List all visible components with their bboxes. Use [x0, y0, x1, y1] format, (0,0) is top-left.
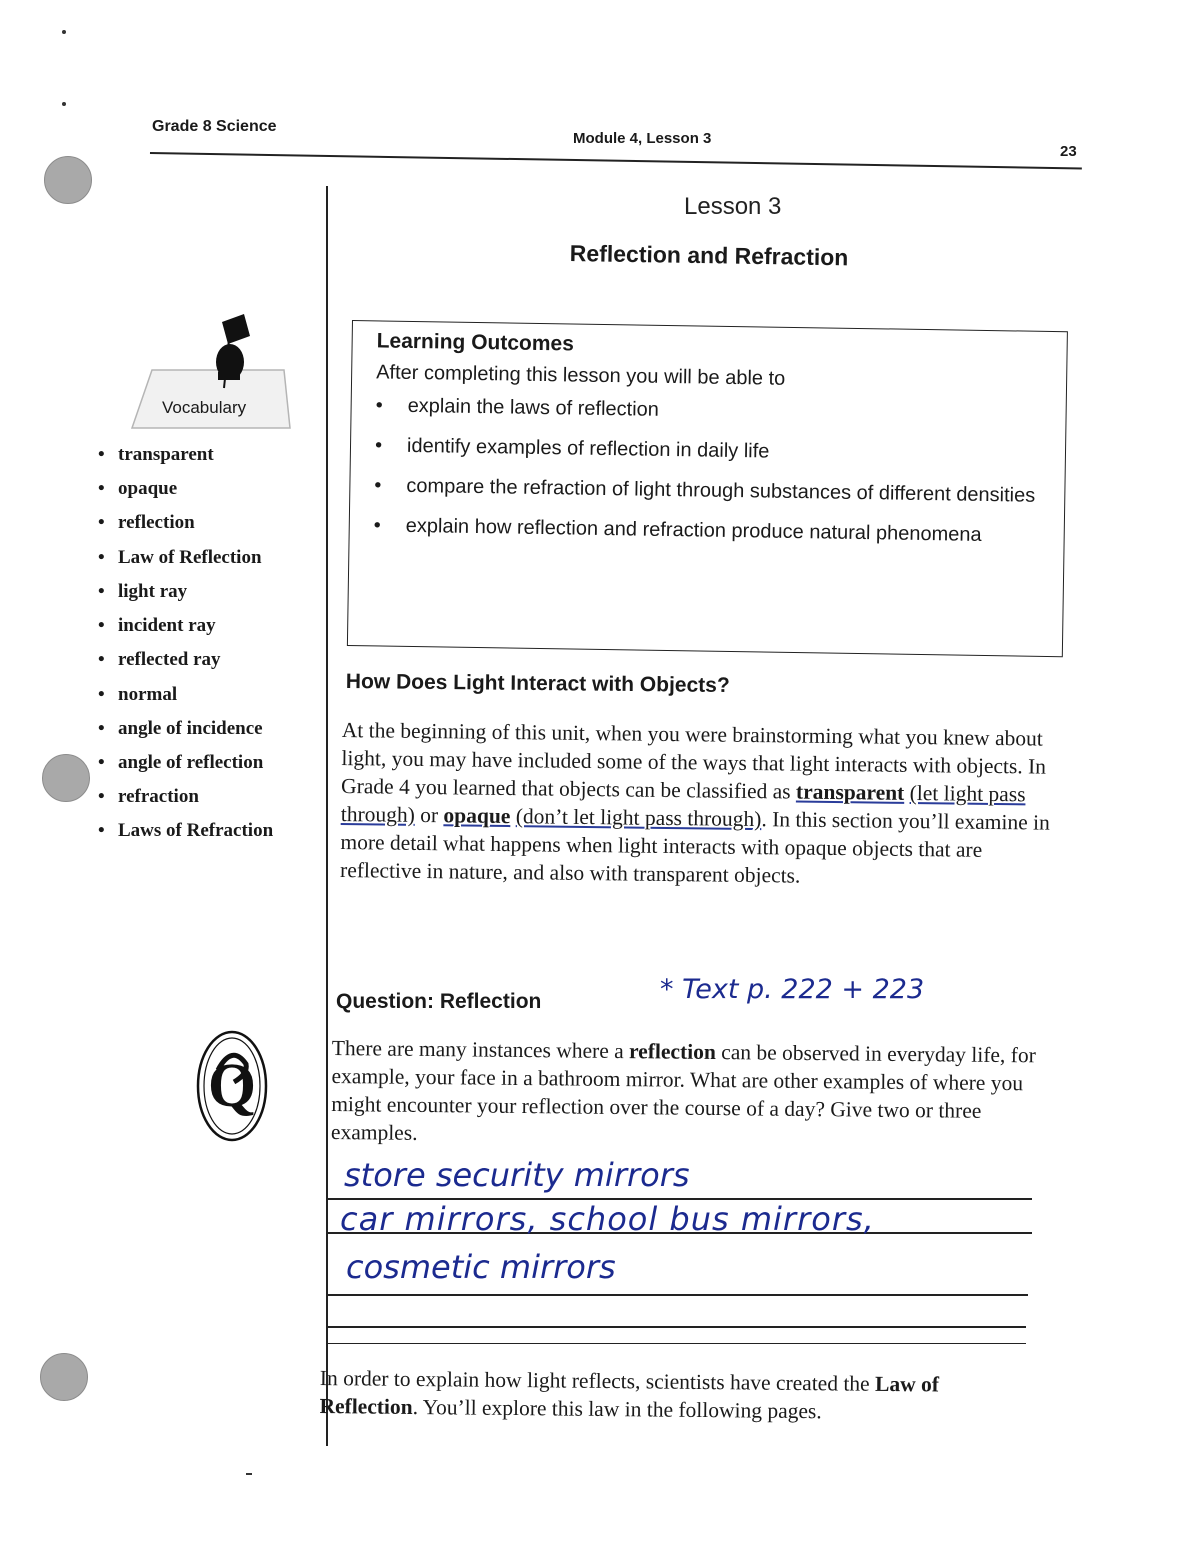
- lesson-number: Lesson 3: [684, 193, 782, 220]
- answer-line: [326, 1343, 1026, 1344]
- vocab-item: • Law of Reflection: [92, 545, 288, 571]
- outcomes-title: Learning Outcomes: [376, 329, 575, 356]
- paragraph-text: In order to explain how light reflects, scientists have created the: [319, 1365, 876, 1396]
- vocab-item: • transparent: [92, 442, 288, 468]
- column-divider: [326, 186, 328, 1446]
- outcomes-list: [374, 392, 1048, 549]
- scan-mark: [62, 30, 66, 34]
- closing-paragraph: [319, 1364, 1040, 1428]
- handwritten-answer: cosmetic mirrors: [346, 1248, 616, 1286]
- outcome-item: • compare the refraction of light through substances of different densities: [374, 472, 1046, 509]
- vocab-item: • light ray: [92, 579, 288, 605]
- outcomes-intro: After completing this lesson you will be able to: [376, 361, 786, 390]
- svg-text:Q: Q: [207, 1052, 257, 1120]
- vocab-item: • incident ray: [92, 613, 288, 639]
- answer-line: [326, 1326, 1026, 1328]
- scan-mark: [246, 1473, 252, 1475]
- handwritten-answer: car mirrors, school bus mirrors,: [340, 1200, 875, 1238]
- module-label: Module 4, Lesson 3: [573, 130, 712, 147]
- paragraph-text: At the beginning of this unit, when you were brainstorming what you knew about light, you may have included some of the ways that light interacts with objects. In Grade 4 you learned that objects can be classified as: [340, 717, 1047, 804]
- binder-hole-bottom: [40, 1353, 88, 1401]
- handwritten-answer: store security mirrors: [344, 1156, 690, 1194]
- question-heading: Question: Reflection: [336, 990, 542, 1013]
- paragraph-text: or: [414, 802, 444, 828]
- section-heading: How Does Light Interact with Objects?: [345, 670, 730, 698]
- scan-mark: [62, 102, 66, 106]
- page-number: 23: [1060, 143, 1077, 160]
- outcome-item: • explain how reflection and refraction produce natural phenomena: [374, 512, 1046, 549]
- question-paragraph: [331, 1034, 1048, 1153]
- answer-line: [328, 1294, 1028, 1296]
- vocab-item: • refraction: [92, 784, 288, 810]
- vocab-item: • reflection: [92, 510, 288, 536]
- question-icon: [194, 1030, 274, 1146]
- term-law-of-reflection: Law of Reflection: [319, 1371, 940, 1419]
- opaque-definition: (don’t let light pass through): [515, 804, 762, 832]
- vocab-item: • reflected ray: [92, 647, 288, 673]
- vocabulary-label: Vocabulary: [162, 398, 247, 417]
- vocab-item: • opaque: [92, 476, 288, 502]
- paragraph-text: . You’ll explore this law in the following pages.: [412, 1394, 822, 1424]
- vocab-item: • angle of reflection: [92, 750, 288, 776]
- vocabulary-sidebar: [92, 310, 302, 960]
- outcome-item: • explain the laws of reflection: [375, 392, 1047, 429]
- binder-hole-middle: [42, 754, 90, 802]
- vocab-item: • angle of incidence: [92, 716, 288, 742]
- header-rule: [150, 152, 1082, 169]
- term-transparent: transparent: [795, 779, 905, 805]
- term-reflection: reflection: [628, 1039, 716, 1065]
- section-paragraph: [340, 716, 1062, 893]
- paragraph-text: There are many instances where a: [331, 1035, 630, 1064]
- term-opaque: opaque: [443, 803, 511, 829]
- learning-outcomes-box: [347, 320, 1068, 657]
- vocabulary-list: [92, 442, 288, 853]
- vocab-item: • normal: [92, 682, 288, 708]
- vocab-item: • Laws of Refraction: [92, 818, 288, 844]
- paragraph-text: can be observed in everyday life, for example, your face in a bathroom mirror. What are other examples of where you might encounter your reflection over the course of a day? Give two or three examples.: [330, 1040, 1036, 1145]
- lesson-title: Reflection and Refraction: [569, 240, 849, 271]
- binder-hole-top: [44, 156, 92, 204]
- transparent-definition: (let light pass through): [340, 780, 1026, 827]
- paragraph-text: . In this section you’ll examine in more detail what happens when light interacts with opaque objects that are reflective in nature, and also with transparent objects.: [339, 807, 1050, 888]
- handwritten-note: * Text p. 222 + 223: [660, 974, 925, 1005]
- outcome-item: • identify examples of reflection in daily life: [375, 432, 1047, 469]
- course-label: Grade 8 Science: [152, 118, 277, 135]
